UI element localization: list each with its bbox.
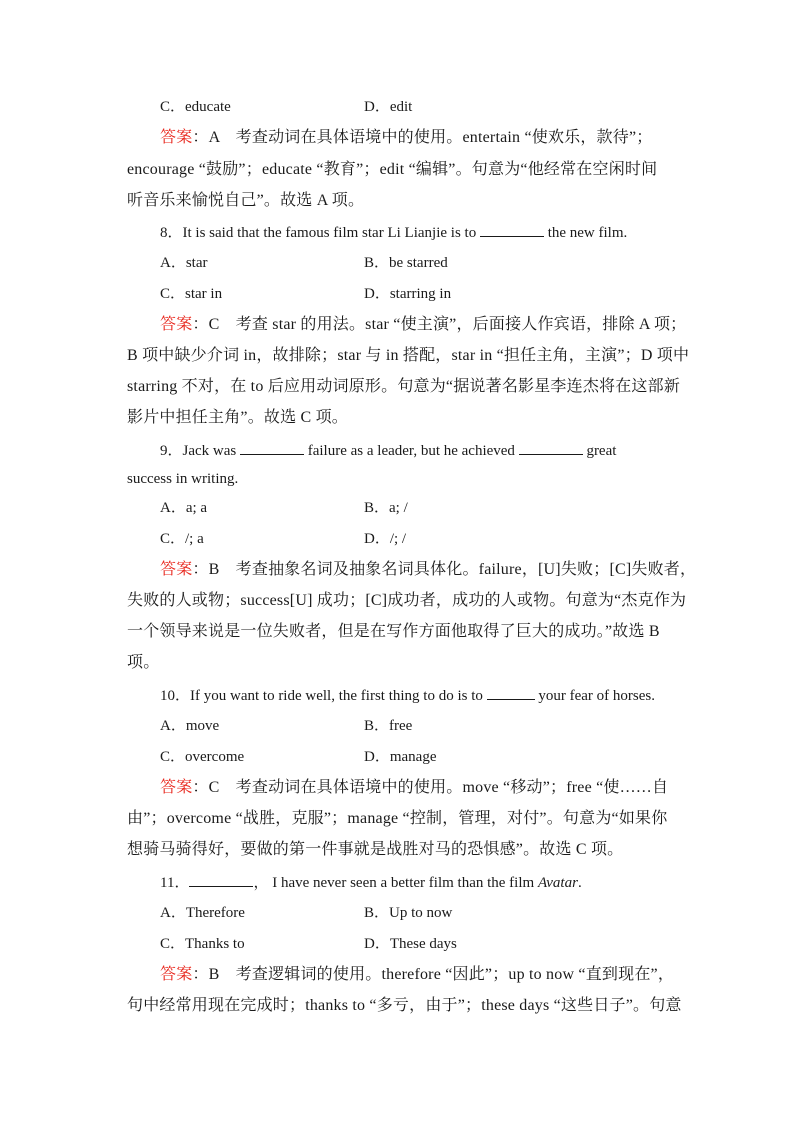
q8-answer-line-4: 影片中担任主角”。故选 C 项。 [127,409,348,426]
q9-option-b: B．a; / [364,500,408,516]
answer-label: 答案 [160,129,193,146]
answer-text: ：C 考查动词在具体语境中的使用。move “移动”；free “使……自 [192,779,669,796]
q8-stem-text: 8．It is said that the famous film star Li Lianjie is to [160,225,477,241]
q10-option-c: C．overcome [160,749,245,765]
q9-stem-line-2: success in writing. [127,471,239,487]
q8-stem-text-end: the new film. [547,225,628,241]
q11-stem-number: 11． [160,875,190,891]
q11-stem-period: . [577,875,582,891]
q9-option-c: C．/; a [160,531,204,547]
answer-blank [189,872,253,887]
q9-option-d: D．/; / [364,531,407,547]
q9-stem [160,440,680,461]
q7-answer-line-2: encourage “鼓励”；educate “教育”；edit “编辑”。句意为“他经常在空闲时间 [127,161,658,178]
q9-stem-text: 9．Jack was [160,443,237,459]
q10-answer-line-3: 想骑马骑得好，要做的第一件事就是战胜对马的恐惧感”。故选 C 项。 [127,841,624,858]
answer-label: 答案 [160,316,193,333]
answer-label: 答案 [160,779,193,796]
q8-option-d: D．starring in [364,286,452,302]
q9-stem-text-mid: failure as a leader, but he achieved [307,443,515,459]
q9-answer-line-4: 项。 [127,654,160,671]
q10-option-a: A．move [160,718,220,734]
q8-answer-line-3: starring 不对，在 to 后应用动词原形。句意为“据说著名影星李连杰将在这部新 [127,378,681,395]
q8-stem [160,222,680,243]
q11-answer-line-1 [160,965,680,985]
q10-stem [160,685,685,706]
q8-option-b: B．be starred [364,255,448,271]
q9-answer-line-3: 一个领导来说是一位失败者，但是在写作方面他取得了巨大的成功。”故选 B [127,623,660,640]
answer-blank [519,440,583,455]
q10-option-b: B．free [364,718,413,734]
q7-option-d: D．edit [364,99,413,115]
answer-label: 答案 [160,561,193,578]
q10-answer-line-2: 由”；overcome “战胜，克服”；manage “控制，管理，对付”。句意为“如果你 [127,810,668,827]
q7-answer-line-3: 听音乐来愉悦自己”。故选 A 项。 [127,192,365,209]
answer-blank [240,440,304,455]
q11-answer-line-2: 句中经常用现在完成时；thanks to “多亏，由于”；these days “这些日子”。句意 [127,997,682,1014]
answer-text: ：C 考查 star 的用法。star “使主演”，后面接人作宾语，排除 A 项； [192,316,687,333]
answer-blank [487,685,535,700]
q8-answer-line-1 [160,315,687,335]
q10-stem-text-end: your fear of horses. [538,688,655,704]
q10-option-d: D．manage [364,749,437,765]
q11-stem-film-title: Avatar [537,875,578,891]
q11-option-a: A．Therefore [160,905,245,921]
q7-option-c: C．educate [160,99,231,115]
answer-blank [480,222,544,237]
q11-option-b: B．Up to now [364,905,453,921]
q10-answer-line-1 [160,778,680,798]
q7-answer-line-1 [160,128,680,148]
q8-answer-line-2: B 项中缺少介词 in，故排除；star 与 in 搭配，star in “担任主角，主演”；D 项中 [127,347,690,364]
q10-stem-text: 10．If you want to ride well, the first thing to do is to [160,688,483,704]
q9-answer-line-1 [160,560,697,580]
q11-stem-text: ， I have never seen a better film than the film [253,875,535,891]
q11-stem [160,872,680,893]
answer-label: 答案 [160,966,193,983]
q11-option-c: C．Thanks to [160,936,245,952]
q9-stem-text-end: great [586,443,617,459]
q11-option-d: D．These days [364,936,457,952]
q9-option-a: A．a; a [160,500,208,516]
q8-option-a: A．star [160,255,208,271]
answer-text: ：B 考查逻辑词的使用。therefore “因此”；up to now “直到现在”， [192,966,675,983]
answer-text: ：A 考查动词在具体语境中的使用。entertain “使欢乐，款待”； [192,129,653,146]
answer-text: ：B 考查抽象名词及抽象名词具体化。failure，[U]失败；[C]失败者， [192,561,697,578]
q9-answer-line-2: 失败的人或物；success[U] 成功；[C]成功者，成功的人或物。句意为“杰克作为 [127,592,687,609]
q8-option-c: C．star in [160,286,223,302]
